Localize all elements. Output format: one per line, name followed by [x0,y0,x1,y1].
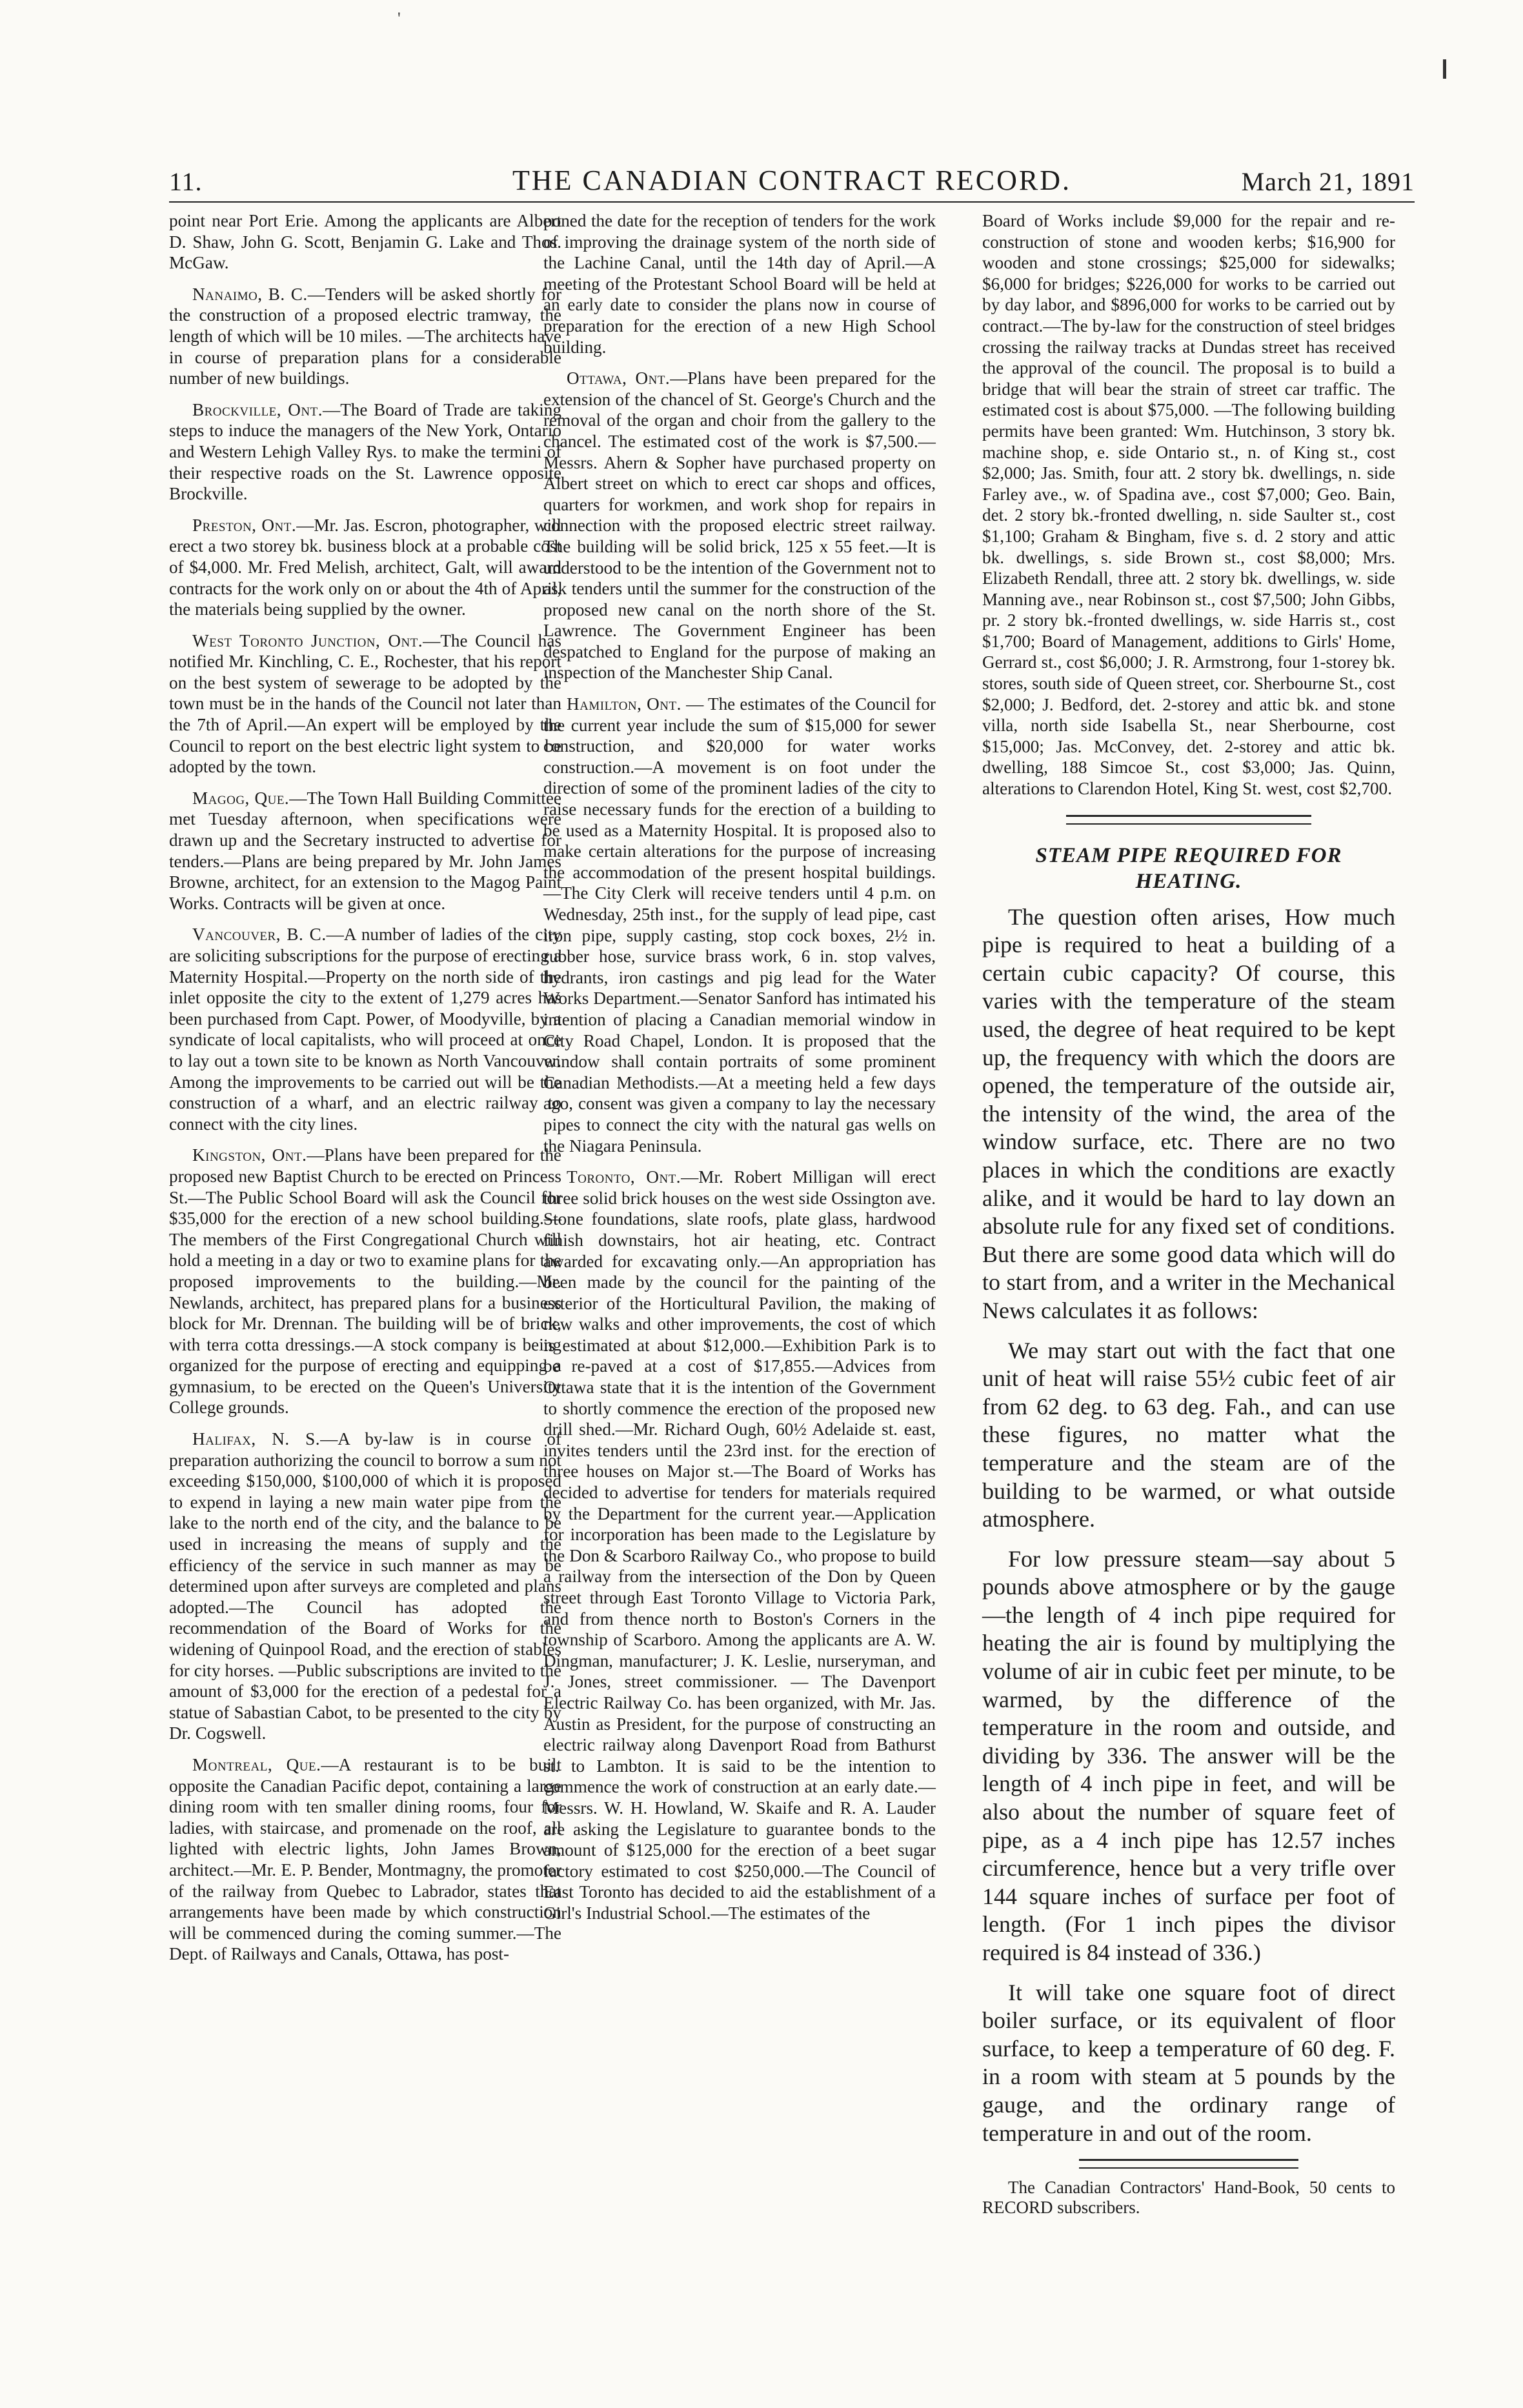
place-name: Ottawa, Ont. [567,368,671,388]
news-item: Vancouver, B. C.—A number of ladies of the city are soliciting subscriptions for the purpose of erecting a Maternity Hospital.—Property on the north side of the inlet opposite the city to the extent of 1,279 acres has been purchased from Capt. Power, of Moodyville, by a syndicate of local capitalists, who will proceed at once to lay out a town site to be known as North Vancouver. Among the improvements to be carried out will be the construction of a wharf, and an electric railway to connect with the city lines. [169,925,561,1134]
article-body [982,903,1395,2148]
masthead [169,164,1415,200]
news-item: West Toronto Junction, Ont.—The Council has notified Mr. Kinchling, C. E., Rochester, that his report on the best system of sewerage to be adopted by the town must be in the hands of the Council not later than the 7th of April.—An expert will be employed by the Council to report on the best electric light system to be adopted by the town. [169,630,561,777]
issue-date: March 21, 1891 [1241,167,1415,196]
article-paragraph: For low pressure steam—say about 5 pounds above atmosphere or by the gauge —the length of 4 inch pipe required for heating the air is found by multiplying the volume of air in cubic feet per minute, to be warmed, by the difference of the temperature in the room and outside, and dividing by 336. The answer will be the length of 4 inch pipe in feet, and will be also about the number of square feet of pipe, as a 4 inch pipe has 12.57 inches circumference, hence but a very trifle over 144 square inches of surface per foot of length. (For 1 inch pipes the divisor required is 84 instead of 336.) [982,1545,1395,1965]
place-name: Preston, Ont. [192,515,297,535]
place-name: Vancouver, B. C. [192,925,327,945]
news-item: point near Port Erie. Among the applicants are Albert D. Shaw, John G. Scott, Benjamin G. Lake and Thos. McGaw. [169,211,561,273]
place-name: West Toronto Junction, Ont. [192,630,423,650]
news-item: Nanaimo, B. C.—Tenders will be asked shortly for the construction of a proposed electric tramway, the length of which will be 10 miles. —The architects have in course of preparation plans for a considerable number of new buildings. [169,284,561,388]
place-name: Toronto, Ont. [567,1167,681,1187]
column-2 [543,210,936,1934]
news-item: Halifax, N. S.—A by-law is in course of preparation authorizing the council to borrow a sum not exceeding $150,000, $100,000 of which it is proposed to expend in laying a new main water pipe from the lake to the north end of the city, and the balance to be used in increasing the means of supply and the efficiency of the service in such manner as may be determined upon after surveys are completed and plans adopted.—The Council has adopted the recommendation of the Board of Works for the widening of Quinpool Road, and the erection of stables for city horses. —Public subscriptions are invited to the amount of $3,000 for the erection of a pedestal for a statue of Sabastian Cabot, to be presented to the city by Dr. Cogswell. [169,1429,561,1743]
news-item: Montreal, Que.—A restaurant is to be built opposite the Canadian Pacific depot, containing a large dining room with ten smaller dining rooms, four for ladies, with staircase, and promenade on the roof, all lighted with electric lights, John James Brown, architect.—Mr. E. P. Bender, Montmagny, the promoter of the railway from Quebec to Labrador, states that arrangements have been made by which construction will be commenced during the coming summer.—The Dept. of Railways and Canals, Ottawa, has post- [169,1754,561,1964]
news-item: Ottawa, Ont.—Plans have been prepared for the extension of the chancel of St. George's Church and the removal of the organ and choir from the gallery to the chancel. The estimated cost of the work is $7,500.—Messrs. Ahern & Sopher have purchased property on Albert street on which to erect car shops and offices, quarters for workmen, and work shop for repairs in connection with the proposed electric street railway. The building will be solid brick, 125 x 55 feet.—It is understood to be the intention of the Government not to ask tenders until the summer for the construction of the proposed new canal on the north shore of the St. Lawrence. The Government Engineer has been despatched to England for the purpose of making an inspection of the Manchester Ship Canal. [543,368,936,683]
article-paragraph: It will take one square foot of direct boiler surface, or its equivalent of floor surface, to keep a temperature of 60 deg. F. in a room with steam at 5 pounds by the gauge, and the ordinary range of temperature in and out of the room. [982,1979,1395,2146]
news-item: Toronto, Ont.—Mr. Robert Milligan will erect three solid brick houses on the west side Ossington ave. Stone foundations, slate roofs, plate glass, hardwood finish downstairs, hot air heating, etc. Contract awarded for excavating only.—An appropriation has been made by the council for the painting of the exterior of the Horticultural Pavilion, the making of new walks and other improvements, the cost of which is estimated at about $12,000.—Exhibition Park is to be re-paved at a cost of $17,855.—Advices from Ottawa state that it is the intention of the Government to shortly commence the erection of the proposed new drill shed.—Mr. Richard Ough, 60½ Adelaide st. east, invites tenders until the 23rd inst. for the erection of three houses on Major st.—The Board of Works has decided to advertise for tenders for materials required by the Department for the current year.—Application for incorporation has been made to the Legislature by the Don & Scarboro Railway Co., who propose to build a railway from the intersection of the Don by Queen street through East Toronto Village to Victoria Park, and from thence north to Boston's Corners in the township of Scarboro. Among the applicants are A. W. Dingman, manufacturer; J. K. Leslie, nurseryman, and J. Jones, street commissioner. — The Davenport Electric Railway Co. has been organized, with Mr. Jas. Austin as President, for the purpose of constructing an electric railway along Davenport Road from Bathurst st. to Lambton. It is said to be the intention to commence the work of construction at an early date.—Messrs. W. H. Howland, W. Skaife and R. A. Lauder are asking the Legislature to guarantee bonds to the amount of $125,000 for the erection of a beet sugar factory estimated to cost $250,000.—The Council of East Toronto has decided to aid the establishment of a Girl's Industrial School.—The estimates of the [543,1167,936,1923]
place-name: Brockville, Ont. [192,399,323,419]
article-title: STEAM PIPE REQUIRED FOR HEATING. [1035,843,1342,893]
place-name: Magog, Que. [192,788,290,808]
news-item: Preston, Ont.—Mr. Jas. Escron, photographer, will erect a two storey bk. business block at a probable cost of $4,000. Mr. Fred Melish, architect, Galt, will award contracts for the work only on or about the 4th of April, the materials being supplied by the owner. [169,515,561,619]
publication-title: THE CANADIAN CONTRACT RECORD. [512,165,1071,196]
article-paragraph: We may start out with the fact that one unit of heat will raise 55½ cubic feet of air from 62 deg. to 63 deg. Fah., and can use these figures, no matter what the temperature and the steam are of the building to be warmed, or what outside atmosphere. [982,1337,1395,1532]
news-item: Kingston, Ont.—Plans have been prepared for the proposed new Baptist Church to be erected on Princess St.—The Public School Board will ask the Council for $35,000 for the erection of a new school building.—The members of the First Congregational Church will hold a meeting in a day or two to examine plans for the proposed improvements to the building.—Mr. Newlands, architect, has prepared plans for a business block for Mr. Drennan. The building will be of brick, with terra cotta dressings.—A stock company is being organized for the purpose of erecting and equipping a gymnasium, to be erected on the Queen's University College grounds. [169,1145,561,1418]
place-name: Kingston, Ont. [192,1145,307,1165]
place-name: Nanaimo, B. C. [192,284,308,304]
scan-mark-right [1443,59,1446,79]
news-item: Magog, Que.—The Town Hall Building Committee met Tuesday afternoon, when specifications were drawn up and the Secretary instructed to advertise for tenders.—Plans are being prepared by Mr. John James Browne, architect, for an extension to the Magog Paint Works. Contracts will be given at once. [169,788,561,913]
place-name: Hamilton, Ont. [567,694,681,714]
scan-mark: ' [398,9,401,28]
footer-divider [1079,2159,1298,2169]
place-name: Montreal, Que. [192,1754,321,1774]
news-item: Brockville, Ont.—The Board of Trade are taking steps to induce the managers of the New York, Ontario and Western Lehigh Valley Rys. to make the termini of their respective roads on the St. Lawrence opposite Brockville. [169,399,561,504]
section-divider [1066,815,1311,825]
place-name: Halifax, N. S. [192,1429,321,1449]
column-1 [169,210,561,1975]
masthead-rule [169,201,1415,203]
page-number: 11. [169,167,203,196]
footer-note: The Canadian Contractors' Hand-Book, 50 cents to RECORD subscribers. [982,2178,1395,2218]
news-item: poned the date for the reception of tenders for the work of improving the drainage system of the north side of the Lachine Canal, until the 14th day of April.—A meeting of the Protestant School Board will be held at an early date to consider the plans now in course of preparation for the erection of a new High School building. [543,211,936,357]
news-item: Board of Works include $9,000 for the repair and re-construction of stone and wooden kerbs; $16,900 for wooden and stone crossings; $25,000 for sidewalks; $6,000 for bridges; $226,000 for works to be carried out by day labor, and $896,000 for works to be carried out by contract.—The by-law for the construction of steel bridges crossing the railway tracks at Dundas street has received the approval of the council. The proposal is to build a bridge that will bear the strain of street car traffic. The estimated cost is about $75,000. —The following building permits have been granted: Wm. Hutchinson, 3 story bk. machine shop, e. side Ontario st., n. of King st., cost $2,000; Jas. Smith, four att. 2 story bk. dwellings, n. side Farley ave., w. of Spadina ave., cost $7,000; Geo. Bain, det. 2 story bk.-fronted dwelling, n. side Saulter st., cost $1,100; Graham & Bingham, five s. d. 2 story and attic bk. dwellings, s. side Brown st., cost $8,000; Mrs. Elizabeth Rendall, three att. 2 story bk. dwellings, w. side Manning ave., near Robinson st., cost $7,500; John Gibbs, pr. 2 story bk.-fronted dwellings, w. side Harris st., cost $1,700; Board of Management, additions to Girls' Home, Gerrard st., cost $6,000; J. R. Armstrong, four 1-storey bk. stores, south side of Queen street, cor. Sherbourne St., cost $2,000; J. Bedford, det. 2-storey and attic bk. and stone villa, north side Isabella St., near Sherbourne, cost $15,000; Jas. McConvey, det. 2-storey and attic bk. dwelling, 188 Simcoe St., cost $3,000; Jas. Quinn, alterations to Clarendon Hotel, King St. west, cost $2,700. [982,211,1395,799]
article-paragraph: The question often arises, How much pipe is required to heat a building of a certain cubic capacity? Of course, this varies with the temperature of the steam used, the degree of heat required to be kept up, the frequency with which the doors are opened, the temperature of the outside air, the intensity of the wind, the area of the window surface, etc. There are no two places in which the conditions are exactly alike, and it would be hard to lay down an absolute rule for any fixed set of conditions. But there are some good data which will do to start from, and a writer in the Mechanical News calculates it as follows: [982,903,1395,1323]
news-item: Hamilton, Ont. — The estimates of the Council for the current year include the sum of $15,000 for sewer construction, and $20,000 for water works construction.—A movement is on foot under the direction of some of the prominent ladies of the city to raise necessary funds for the erection of a building to be used as a Maternity Hospital. It is proposed also to make certain alterations for the purpose of increasing the accommodation of the present hospital buildings. —The City Clerk will receive tenders until 4 p.m. on Wednesday, 25th inst., for the supply of lead pipe, cast iron pipe, supply casting, stop cock boxes, 2½ in. rubber hose, survice brass work, 6 in. stop valves, hydrants, iron castings and pig lead for the Water Works Department.—Senator Sanford has intimated his intention of placing a Canadian memorial window in City Road Chapel, London. It is proposed that the window shall contain portraits of some prominent Canadian Methodists.—At a meeting held a few days ago, consent was given a company to lay the necessary pipes to connect the city with the natural gas wells on the Niagara Peninsula. [543,694,936,1156]
column-3 [982,210,1395,2218]
